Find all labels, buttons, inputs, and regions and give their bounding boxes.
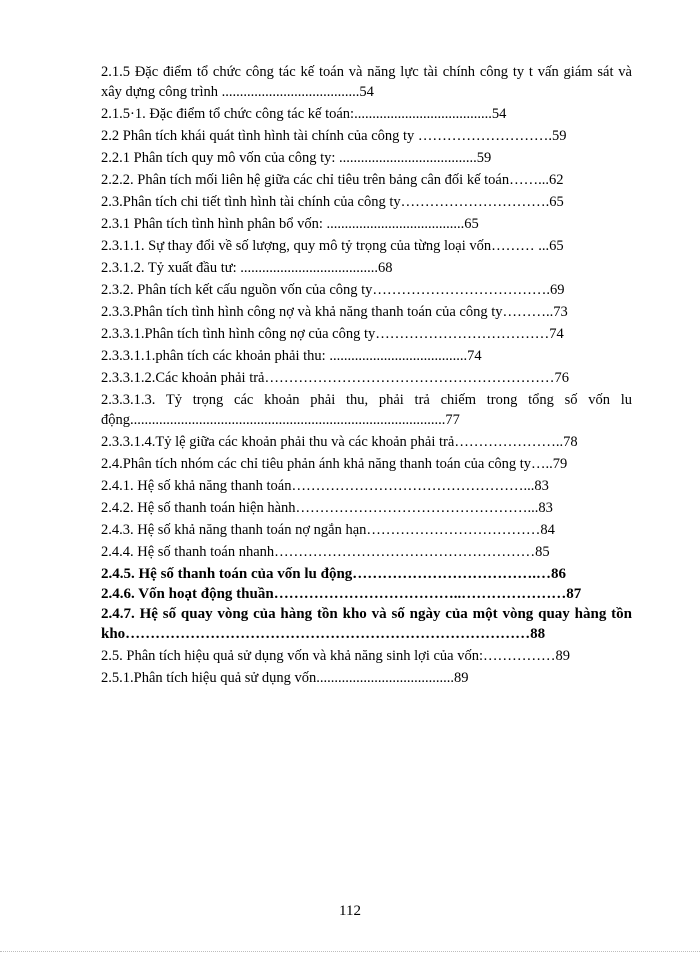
toc-entry-2-3-3-1-3: 2.3.3.1.3. Tỷ trọng các khoản phải thu, phải trả chiếm trong tổng số vốn lu động.......................................................................................77 — [101, 392, 632, 428]
table-of-contents — [101, 62, 632, 690]
toc-entry-2-4: 2.4.Phân tích nhóm các chỉ tiêu phản ánh khả năng thanh toán của công ty…..79 — [101, 456, 568, 472]
toc-entry-2-4-1: 2.4.1. Hệ số khả năng thanh toán…………………………………………...83 — [101, 478, 549, 494]
toc-entry-2-3-3-1-4: 2.3.3.1.4.Tỷ lệ giữa các khoản phải thu và các khoản phải trả…………………..78 — [101, 434, 578, 450]
toc-entry-2-2-2: 2.2.2. Phân tích mối liên hệ giữa các chỉ tiêu trên bảng cân đối kế toán……...62 — [101, 172, 564, 188]
toc-entry-2-3: 2.3.Phân tích chi tiết tình hình tài chính của công ty………………………….65 — [101, 194, 564, 210]
toc-entry-2-2: 2.2 Phân tích khái quát tình hình tài chính của công ty ……………………….59 — [101, 128, 567, 144]
toc-entry-2-3-3-1-1: 2.3.3.1.1.phân tích các khoản phải thu: ......................................74 — [101, 348, 482, 364]
toc-entry-2-4-5: 2.4.5. Hệ số thanh toán của vốn lu động……………………………….…86 — [101, 566, 567, 582]
toc-entry-2-3-3: 2.3.3.Phân tích tình hình công nợ và khả năng thanh toán của công ty………..73 — [101, 304, 568, 320]
toc-entry-2-1-5: 2.1.5 Đặc điểm tổ chức công tác kế toán và năng lực tài chính công ty t vấn giám sát và xây dựng công trình ......................................54 — [101, 64, 632, 100]
toc-entry-2-3-3-1-2: 2.3.3.1.2.Các khoản phải trả……………………………………………………76 — [101, 370, 569, 386]
toc-entry-2-5-1: 2.5.1.Phân tích hiệu quả sử dụng vốn......................................89 — [101, 670, 469, 686]
toc-entry-2-3-2: 2.3.2. Phân tích kết cấu nguồn vốn của công ty……………………………….69 — [101, 282, 565, 298]
toc-entry-2-1-5-1: 2.1.5·1. Đặc điểm tổ chức công tác kế toán:......................................54 — [101, 106, 507, 122]
toc-entry-2-3-1-2: 2.3.1.2. Tỷ xuất đầu tư: ......................................68 — [101, 260, 393, 276]
toc-entry-2-5: 2.5. Phân tích hiệu quả sử dụng vốn và khả năng sinh lợi của vốn:……………89 — [101, 648, 570, 664]
toc-entry-2-2-1: 2.2.1 Phân tích quy mô vốn của công ty: ......................................59 — [101, 150, 492, 166]
toc-entry-2-4-3: 2.4.3. Hệ số khả năng thanh toán nợ ngắn hạn………………………………84 — [101, 522, 555, 538]
toc-entry-2-3-1: 2.3.1 Phân tích tình hình phân bổ vốn: ......................................65 — [101, 216, 479, 232]
toc-entry-2-4-4: 2.4.4. Hệ số thanh toán nhanh………………………………………………85 — [101, 544, 550, 560]
toc-entry-2-3-1-1: 2.3.1.1. Sự thay đổi về số lượng, quy mô tỷ trọng của từng loại vốn……… ...65 — [101, 238, 564, 254]
toc-entry-2-3-3-1: 2.3.3.1.Phân tích tình hình công nợ của công ty………………………………74 — [101, 326, 564, 342]
toc-entry-2-4-7: 2.4.7. Hệ số quay vòng của hàng tồn kho và số ngày của một vòng quay hàng tồn kho………………………………………………………………………88 — [101, 606, 632, 642]
toc-entry-2-4-2: 2.4.2. Hệ số thanh toán hiện hành…………………………………………...83 — [101, 500, 553, 516]
page-number: 112 — [339, 903, 361, 919]
page-bottom-divider — [0, 951, 700, 952]
toc-entry-2-4-6: 2.4.6. Vốn hoạt động thuần………………………………..…………………87 — [101, 586, 582, 602]
